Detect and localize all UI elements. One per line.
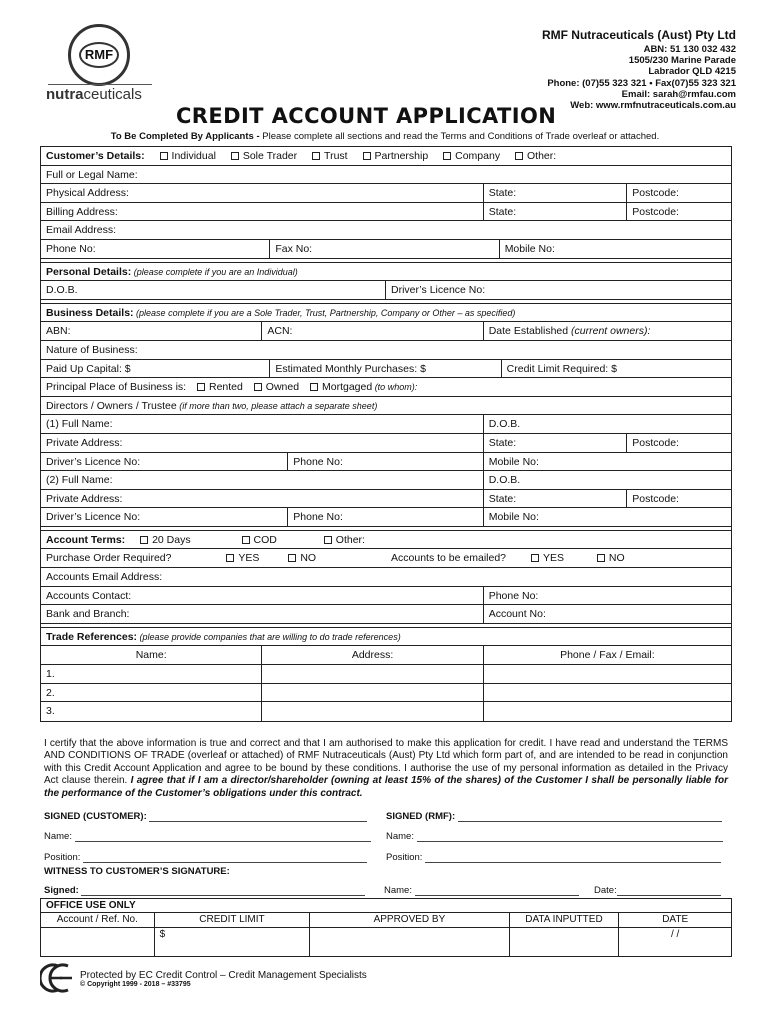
- accounts-contact-field[interactable]: Accounts Contact:: [41, 587, 484, 605]
- office-columns-row: [41, 913, 731, 928]
- witness-signed[interactable]: [44, 885, 365, 896]
- office-ref-field[interactable]: [41, 928, 155, 956]
- partnership-label: Partnership: [374, 150, 429, 162]
- owned-checkbox[interactable]: [254, 383, 262, 391]
- personal-dob-row: [41, 281, 731, 300]
- trade-ref-2-name[interactable]: 2.: [41, 684, 262, 702]
- office-credit-limit-field[interactable]: $: [155, 928, 311, 956]
- company-email: Email: sarah@rmfau.com: [621, 88, 736, 100]
- company-address2: Labrador QLD 4215: [648, 66, 736, 78]
- individual-label: Individual: [171, 150, 216, 162]
- po-yes-label: YES: [238, 552, 260, 565]
- director1-state-field[interactable]: State:: [484, 434, 628, 452]
- date-established-note: (current owners):: [568, 325, 651, 338]
- director1-name-row: [41, 415, 731, 434]
- 20-days-label: 20 Days: [152, 533, 191, 546]
- terms-other-label: Other:: [335, 533, 365, 546]
- director2-phone-field[interactable]: Phone No:: [288, 508, 483, 526]
- director1-address-field[interactable]: Private Address:: [41, 434, 484, 452]
- director1-licence-field[interactable]: Driver’s Licence No:: [41, 453, 288, 471]
- office-col-date: DATE: [662, 914, 689, 925]
- witness-name[interactable]: [384, 885, 579, 896]
- acn-field[interactable]: ACN:: [262, 322, 483, 340]
- emailed-no-label: NO: [608, 552, 625, 565]
- trade-ref-3-contact[interactable]: [484, 702, 731, 721]
- physical-state-field[interactable]: State:: [484, 184, 628, 202]
- declaration: [44, 738, 728, 800]
- director2-licence-row: [41, 508, 731, 527]
- account-no-field[interactable]: Account No:: [488, 608, 546, 621]
- director1-mobile-field[interactable]: Mobile No:: [488, 455, 539, 468]
- individual-checkbox[interactable]: [160, 152, 168, 160]
- cod-checkbox[interactable]: [242, 536, 250, 544]
- accounts-email-row: [41, 568, 731, 587]
- trade-heading: Trade References:: [46, 630, 138, 643]
- partnership-checkbox[interactable]: [363, 152, 371, 160]
- signed-customer-label: SIGNED (CUSTOMER):: [44, 811, 147, 822]
- other-label: Other:: [527, 150, 557, 162]
- billing-address-field[interactable]: Billing Address:: [41, 203, 484, 221]
- accounts-contact-row: [41, 587, 731, 606]
- nature-field[interactable]: Nature of Business:: [46, 343, 138, 356]
- company-details: [542, 28, 736, 111]
- director2-postcode-field[interactable]: Postcode:: [632, 492, 679, 505]
- director2-address-field[interactable]: Private Address:: [41, 490, 484, 508]
- company-address1: 1505/230 Marine Parade: [628, 55, 736, 67]
- rmf-position-label: Position:: [386, 852, 423, 863]
- trade-col-name: Name:: [41, 646, 262, 664]
- abn-row: [41, 322, 731, 341]
- rmf-position[interactable]: [386, 852, 721, 863]
- bank-row: [41, 605, 731, 624]
- office-approved-field[interactable]: [310, 928, 509, 956]
- po-yes-checkbox[interactable]: [226, 554, 234, 562]
- director1-phone-field[interactable]: Phone No:: [288, 453, 483, 471]
- rmf-logo: [68, 24, 130, 86]
- business-heading-row: [41, 304, 731, 323]
- trade-ref-row: [41, 684, 731, 703]
- office-col-ref: Account / Ref. No.: [41, 913, 155, 927]
- owned-label: Owned: [265, 381, 300, 394]
- physical-address-field[interactable]: Physical Address:: [41, 184, 484, 202]
- mortgaged-label: Mortgaged: [321, 381, 373, 394]
- witness-date-label: Date:: [594, 885, 617, 896]
- logo-divider: [48, 84, 152, 85]
- directors-label: Directors / Owners / Trustee: [46, 399, 177, 412]
- footer-copyright: © Copyright 1999 - 2018 – #33795: [80, 981, 191, 988]
- footer-text: Protected by EC Credit Control – Credit Management Specialists: [80, 970, 367, 981]
- trade-ref-row: [41, 702, 731, 721]
- principal-label: Principal Place of Business is:: [46, 381, 187, 394]
- header: [0, 0, 770, 140]
- trade-ref-1-contact[interactable]: [484, 665, 731, 683]
- witness-name-label: Name:: [384, 885, 412, 896]
- directors-row: [41, 397, 731, 416]
- personal-note: (please complete if you are an Individual): [131, 266, 298, 277]
- personal-licence-field[interactable]: Driver’s Licence No:: [391, 284, 486, 297]
- po-no-checkbox[interactable]: [288, 554, 296, 562]
- terms-other-checkbox[interactable]: [324, 536, 332, 544]
- witness-date[interactable]: [594, 885, 721, 896]
- logo-word-bold: nutra: [46, 86, 84, 103]
- po-no-label: NO: [300, 552, 317, 565]
- monthly-purchases-field[interactable]: Estimated Monthly Purchases: $: [270, 360, 501, 378]
- billing-postcode-field[interactable]: Postcode:: [632, 205, 679, 218]
- trade-ref-row: [41, 665, 731, 684]
- director1-postcode-field[interactable]: Postcode:: [632, 436, 679, 449]
- customer-name[interactable]: [44, 831, 371, 842]
- 20-days-checkbox[interactable]: [140, 536, 148, 544]
- business-note: (please complete if you are a Sole Trader, Trust, Partnership, Company or Other – as specified): [133, 307, 516, 318]
- legal-name-row: [41, 166, 731, 185]
- company-web: Web: www.rmfnutraceuticals.com.au: [570, 100, 736, 112]
- office-date-field[interactable]: / /: [670, 929, 680, 940]
- office-use-heading: OFFICE USE ONLY: [41, 899, 731, 913]
- signed-rmf-label: SIGNED (RMF):: [386, 811, 456, 822]
- to-whom-note: (to whom):: [372, 382, 418, 393]
- account-terms-row: [41, 531, 731, 550]
- office-col-data-inputted: DATA INPUTTED: [510, 913, 620, 927]
- office-col-approved: APPROVED BY: [310, 913, 509, 927]
- office-data-inputted-field[interactable]: [510, 928, 620, 956]
- mortgaged-checkbox[interactable]: [310, 383, 318, 391]
- customer-position-label: Position:: [44, 852, 81, 863]
- accounts-email-field[interactable]: Accounts Email Address:: [46, 571, 163, 584]
- emailed-yes-checkbox[interactable]: [531, 554, 539, 562]
- customer-name-label: Name:: [44, 831, 72, 842]
- witness-heading: [44, 866, 230, 877]
- billing-address-row: [41, 203, 731, 222]
- rented-checkbox[interactable]: [197, 383, 205, 391]
- customer-position[interactable]: [44, 852, 367, 863]
- rmf-logo-mark: RMF: [79, 42, 119, 68]
- company-phone: Phone: (07)55 323 321 • Fax(07)55 323 321: [547, 77, 736, 89]
- trade-col-contact: Phone / Fax / Email:: [560, 649, 655, 662]
- directors-note: (if more than two, please attach a separate sheet): [176, 400, 378, 411]
- instructions-rest: Please complete all sections and read the Terms and Conditions of Trade overleaf or attached.: [259, 131, 660, 142]
- application-form: [40, 146, 732, 722]
- legal-name-field[interactable]: Full or Legal Name:: [46, 168, 138, 181]
- director2-dob-field[interactable]: D.O.B.: [488, 474, 521, 487]
- director1-dob-field[interactable]: D.O.B.: [488, 418, 521, 431]
- nature-row: [41, 341, 731, 360]
- office-values-row: [41, 928, 731, 956]
- paid-up-capital-field[interactable]: Paid Up Capital: $: [41, 360, 270, 378]
- emailed-no-checkbox[interactable]: [597, 554, 605, 562]
- abn-field[interactable]: ABN:: [41, 322, 262, 340]
- director1-address-row: [41, 434, 731, 453]
- rented-label: Rented: [209, 381, 243, 394]
- capital-row: [41, 360, 731, 379]
- director2-licence-field[interactable]: Driver’s Licence No:: [41, 508, 288, 526]
- trade-ref-3-address[interactable]: [262, 702, 483, 721]
- date-established-field[interactable]: [484, 322, 731, 340]
- ec-credit-control-logo: [40, 963, 78, 993]
- trade-ref-1-address[interactable]: [262, 665, 483, 683]
- rmf-name[interactable]: [386, 831, 723, 842]
- trust-checkbox[interactable]: [312, 152, 320, 160]
- company-abn: ABN: 51 130 032 432: [643, 44, 736, 55]
- account-terms-heading: Account Terms:: [46, 533, 126, 546]
- company-label: Company: [455, 150, 501, 162]
- company-name: RMF Nutraceuticals (Aust) Pty Ltd: [541, 28, 736, 42]
- rmf-name-label: Name:: [386, 831, 414, 842]
- declaration-text: I certify that the above information is true and correct and that I am authorised to make this application for credit. I have read and understand the TERMS AND CONDITIONS OF TRADE (overleaf or attached) of RMF Nutraceuticals (Aust) Pty Ltd which form part of, and are intended to be read in conjunction with this Credit Account Application and agree to be bound by these conditions. I authorise the use of my personal information as detailed in the Privacy Act clause therein.: [44, 738, 728, 787]
- director2-name-row: [41, 471, 731, 490]
- director2-mobile-field[interactable]: Mobile No:: [488, 511, 539, 524]
- logo-wordmark: [46, 86, 142, 103]
- personal-heading-row: [41, 263, 731, 282]
- personal-dob-field[interactable]: D.O.B.: [41, 281, 386, 299]
- date-established-label: Date Established: [488, 325, 569, 338]
- trade-ref-2-contact[interactable]: [484, 684, 731, 702]
- bank-field[interactable]: Bank and Branch:: [41, 605, 484, 623]
- personal-heading: Personal Details:: [46, 265, 132, 278]
- page-title: CREDIT ACCOUNT APPLICATION: [176, 104, 557, 128]
- physical-address-row: [41, 184, 731, 203]
- business-heading: Business Details:: [46, 306, 134, 319]
- po-label: Purchase Order Required?: [46, 552, 172, 565]
- emailed-label: Accounts to be emailed?: [391, 552, 507, 565]
- billing-state-field[interactable]: State:: [484, 203, 628, 221]
- physical-postcode-field[interactable]: Postcode:: [632, 187, 679, 200]
- emailed-yes-label: YES: [542, 552, 564, 565]
- signed-customer[interactable]: [44, 811, 367, 822]
- cod-label: COD: [253, 533, 277, 546]
- accounts-phone-field[interactable]: Phone No:: [488, 589, 539, 602]
- trade-note: (please provide companies that are willing to do trade references): [137, 631, 401, 642]
- instructions: [0, 131, 770, 142]
- director1-licence-row: [41, 453, 731, 472]
- credit-limit-field[interactable]: Credit Limit Required: $: [506, 362, 617, 375]
- trade-ref-3-name[interactable]: 3.: [41, 702, 262, 721]
- logo-word-rest: ceuticals: [83, 86, 142, 103]
- trust-label: Trust: [324, 150, 348, 162]
- witness-label: WITNESS TO CUSTOMER’S SIGNATURE:: [44, 866, 230, 877]
- company-checkbox[interactable]: [443, 152, 451, 160]
- trade-columns-row: [41, 646, 731, 665]
- email-field[interactable]: Email Address:: [46, 224, 117, 237]
- trade-ref-1-name[interactable]: 1.: [41, 665, 262, 683]
- director1-name-field[interactable]: (1) Full Name:: [41, 415, 484, 433]
- email-row: [41, 221, 731, 240]
- phone-field[interactable]: Phone No:: [41, 240, 270, 258]
- sole-trader-label: Sole Trader: [242, 150, 298, 162]
- sole-trader-checkbox[interactable]: [231, 152, 239, 160]
- other-checkbox[interactable]: [515, 152, 523, 160]
- director2-name-field[interactable]: (2) Full Name:: [41, 471, 484, 489]
- director2-state-field[interactable]: State:: [484, 490, 628, 508]
- office-use-table: [40, 898, 732, 957]
- principal-row: [41, 378, 731, 397]
- po-row: [41, 549, 731, 568]
- declaration-liability: I agree that if I am a director/shareholder (owning at least 15% of the shares) of the Customer I shall be personally liable for the performance of the Customer’s obligations under this contract.: [44, 775, 728, 799]
- phone-row: [41, 240, 731, 259]
- signed-rmf[interactable]: [386, 811, 722, 822]
- trade-col-address: Address:: [262, 646, 483, 664]
- trade-ref-2-address[interactable]: [262, 684, 483, 702]
- fax-field[interactable]: Fax No:: [270, 240, 499, 258]
- mobile-field[interactable]: Mobile No:: [504, 242, 555, 255]
- instructions-bold: To Be Completed By Applicants -: [110, 131, 260, 142]
- witness-signed-label: Signed:: [44, 885, 79, 896]
- trade-heading-row: [41, 628, 731, 647]
- director2-address-row: [41, 490, 731, 509]
- customer-type-row: [41, 147, 731, 166]
- office-col-credit-limit: CREDIT LIMIT: [155, 913, 311, 927]
- customer-heading: Customer’s Details:: [46, 150, 145, 162]
